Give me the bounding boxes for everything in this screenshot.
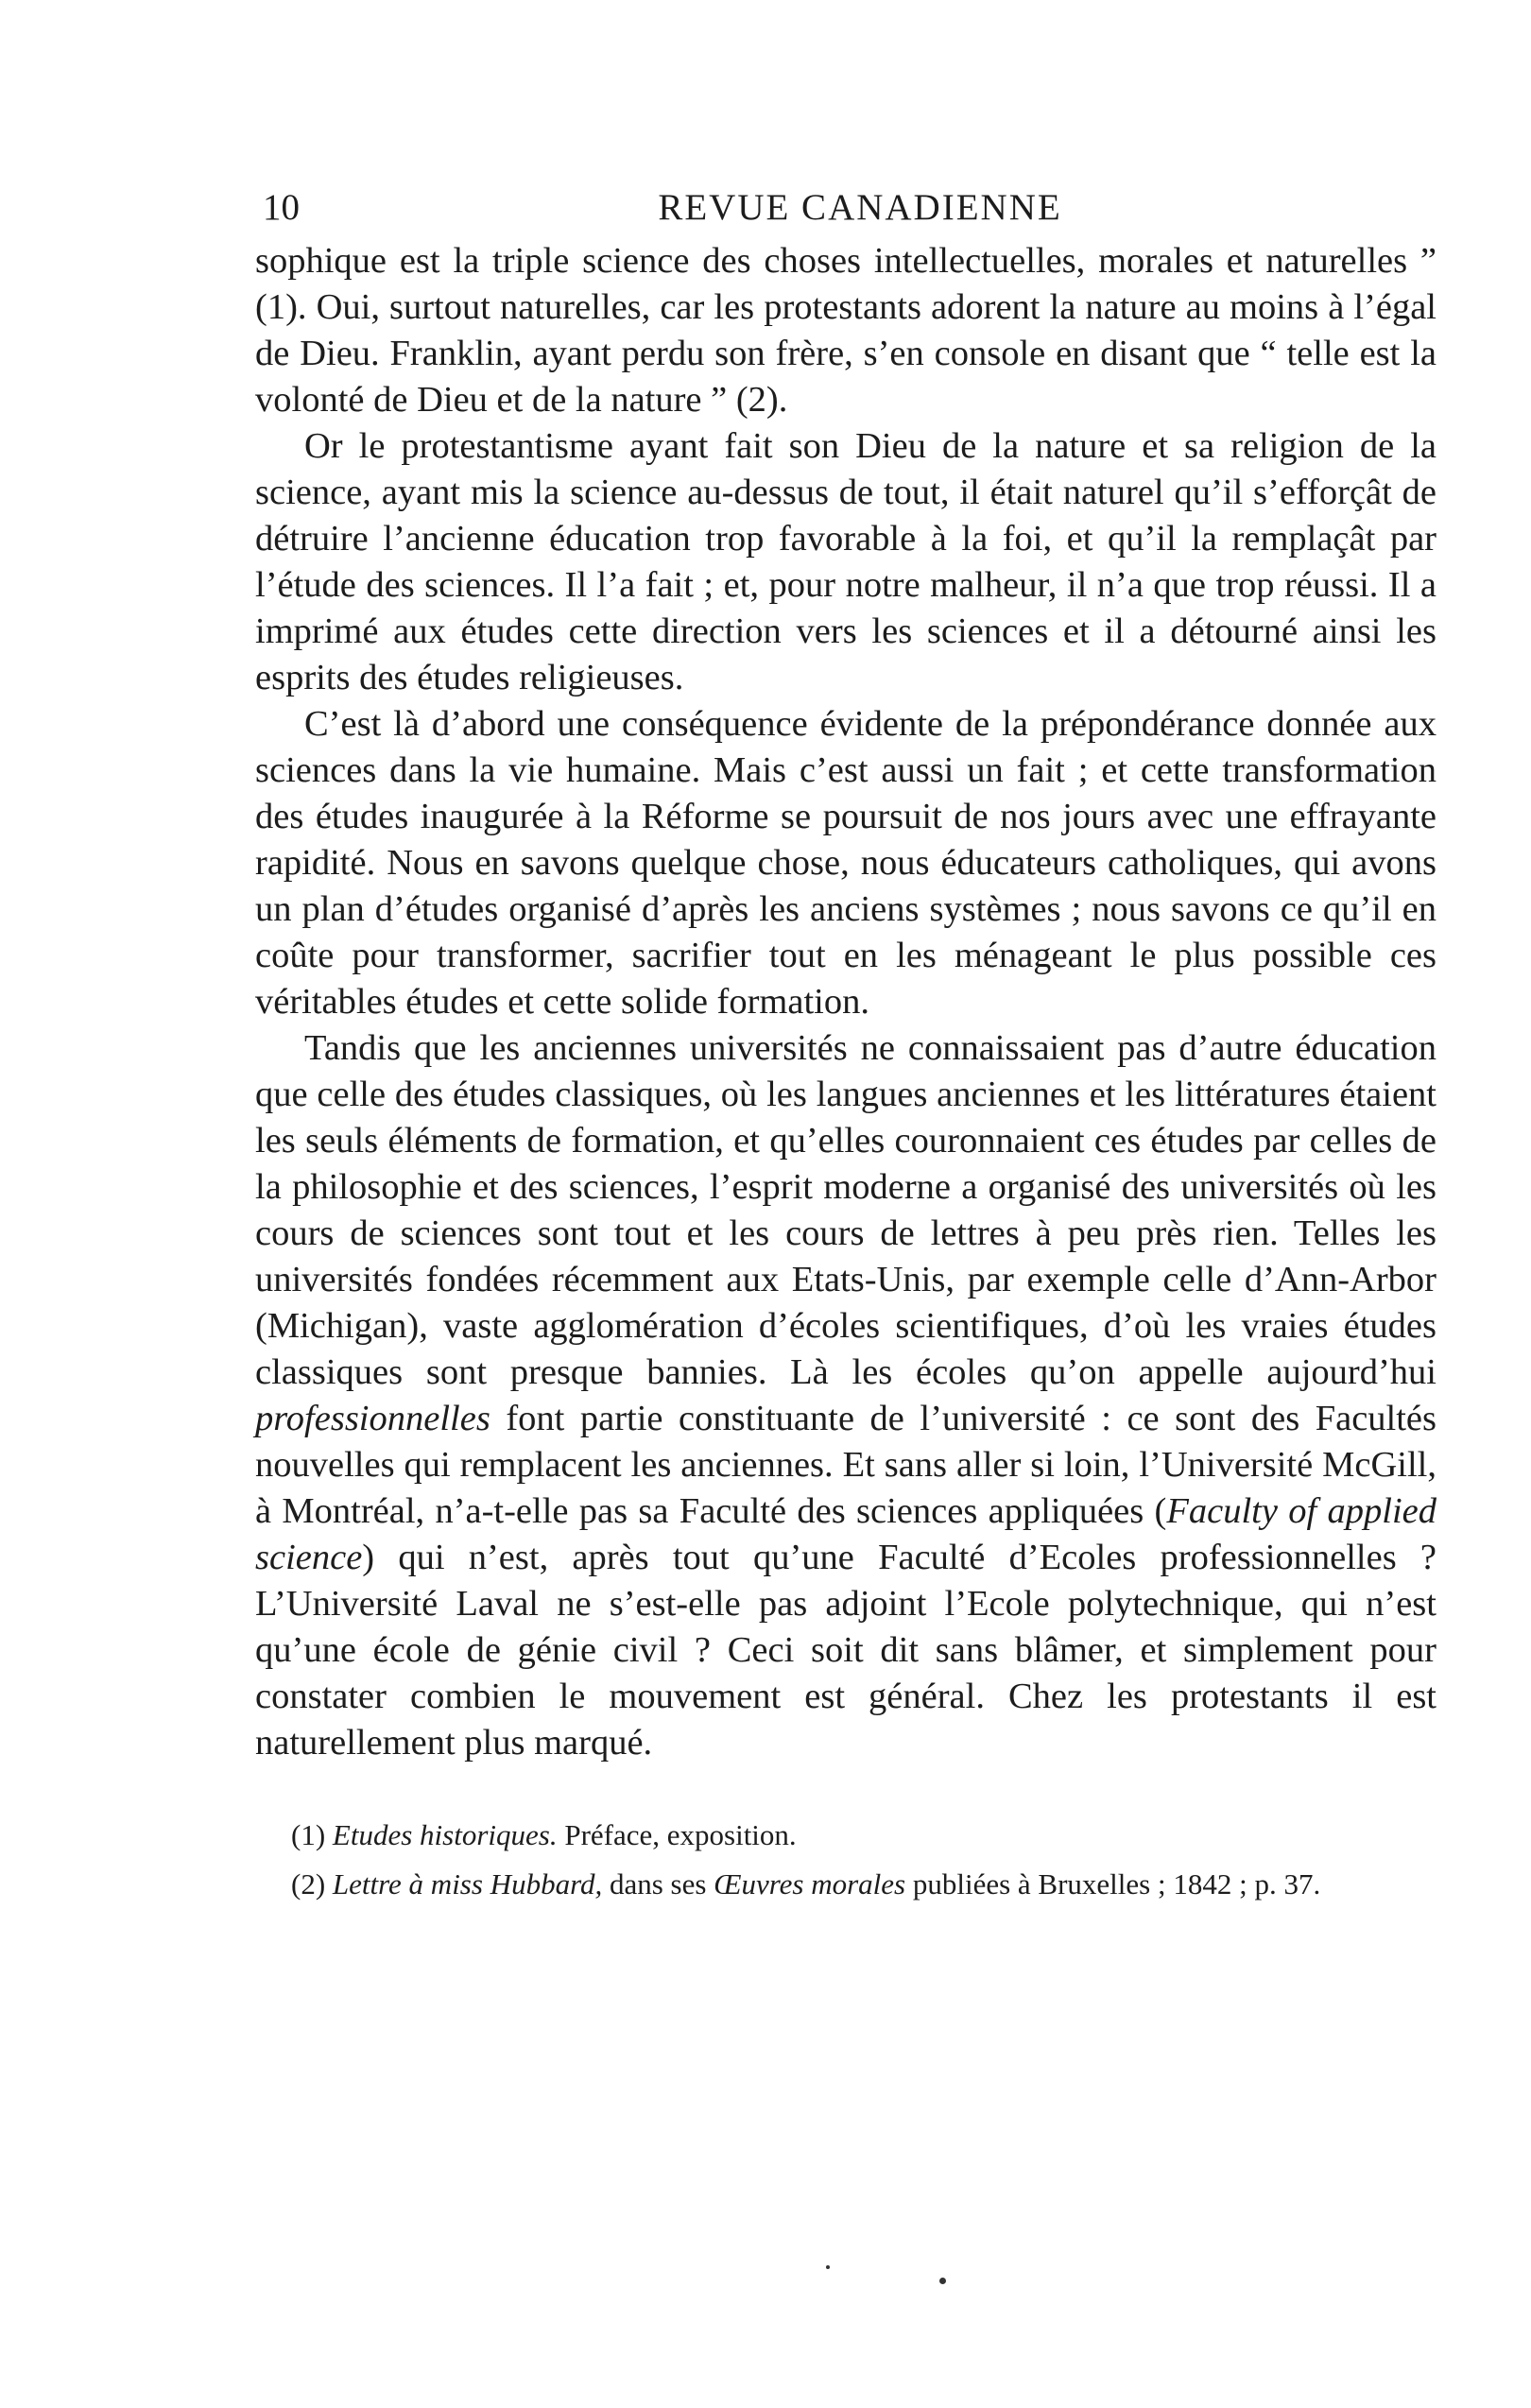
body-paragraph bbox=[255, 701, 1436, 1025]
page-header bbox=[255, 180, 1436, 236]
running-head: REVUE CANADIENNE bbox=[658, 187, 1062, 228]
text-run: Tandis que les anciennes universités ne connaissaient pas d’autre éducation que celle des études classiques, où les langues anciennes et les littératures étaient les seuls éléments de formation, et qu’elles couronnaient ces études par celles de la philosophie et des sciences, l’esprit moderne a organisé des universités où les cours de sciences sont tout et les cours de lettres à peu près rien. Telles les universités fondées récemment aux Etats-Unis, par exemple celle d’Ann-Arbor (Michigan), vaste agglomération d’écoles scientifiques, d’où les vraies études classiques sont presque bannies. Là les écoles qu’on appelle aujourd’hui bbox=[255, 1028, 1436, 1392]
text-run: ) qui n’est, après tout qu’une Faculté d’Ecoles professionnelles ? L’Université Laval ne s’est-elle pas adjoint l’Ecole polytechnique, qui n’est qu’une école de génie civil ? Ceci soit dit sans blâmer, et simplement pour constater combien le mouvement est général. Chez les protestants il est naturellement plus marqué. bbox=[255, 1538, 1436, 1763]
body-paragraph bbox=[255, 1025, 1436, 1766]
page-number: 10 bbox=[263, 187, 300, 228]
text-run: (2) bbox=[291, 1867, 333, 1901]
body-text bbox=[255, 238, 1436, 1766]
scan-speck bbox=[939, 2278, 946, 2284]
text-run: dans ses bbox=[602, 1867, 714, 1901]
italic-text: Œuvres morales bbox=[714, 1867, 906, 1901]
text-run: (1) bbox=[291, 1818, 333, 1851]
italic-text: Etudes historiques. bbox=[332, 1818, 558, 1851]
italic-text: Lettre à miss Hubbard, bbox=[332, 1867, 603, 1901]
footnote bbox=[255, 1815, 1436, 1855]
body-paragraph bbox=[255, 238, 1436, 423]
scan-speck bbox=[826, 2265, 830, 2269]
text-run: Préface, exposition. bbox=[557, 1818, 797, 1851]
italic-text: Faculty of applied science bbox=[255, 1491, 1436, 1577]
text-run: C’est là d’abord une conséquence évidente de la prépondérance donnée aux sciences dans la vie humaine. Mais c’est aussi un fait ; et cette transformation des études inaugurée à la Réforme se poursuit de nos jours avec une effrayante rapidité. Nous en savons quelque chose, nous éducateurs catholiques, qui avons un plan d’études organisé d’après les anciens systèmes ; nous savons ce qu’il en coûte pour transformer, sacrifier tout en les ménageant le plus possible ces véritables études et cette solide formation. bbox=[255, 704, 1436, 1022]
italic-text: professionnelles bbox=[255, 1399, 490, 1438]
footnotes bbox=[255, 1815, 1436, 1904]
text-run: publiées à Bruxelles ; 1842 ; p. 37. bbox=[905, 1867, 1321, 1901]
body-paragraph bbox=[255, 423, 1436, 701]
text-run: sophique est la triple science des choses intellectuelles, morales et naturelles ” (1). Oui, surtout naturelles, car les protestants adorent la nature au moins à l’égal de Dieu. Franklin, ayant perdu son frère, s’en console en disant que “ telle est la volonté de Dieu et de la nature ” (2). bbox=[255, 241, 1436, 420]
text-run: font partie constituante de l’université : ce sont des Facultés nouvelles qui remplacent les anciennes. Et sans aller si loin, l’Université McGill, à Montréal, n’a-t-elle pas sa Faculté des sciences appliquées ( bbox=[255, 1399, 1436, 1531]
footnote bbox=[255, 1865, 1436, 1904]
text-run: Or le protestantisme ayant fait son Dieu de la nature et sa religion de la science, ayant mis la science au-dessus de tout, il était naturel qu’il s’efforçât de détruire l’ancienne éducation trop favorable à la foi, et qu’il la remplaçât par l’étude des sciences. Il l’a fait ; et, pour notre malheur, il n’a que trop réussi. Il a imprimé aux études cette direction vers les sciences et il a détourné ainsi les esprits des études religieuses. bbox=[255, 426, 1436, 697]
book-page bbox=[255, 180, 1436, 1914]
